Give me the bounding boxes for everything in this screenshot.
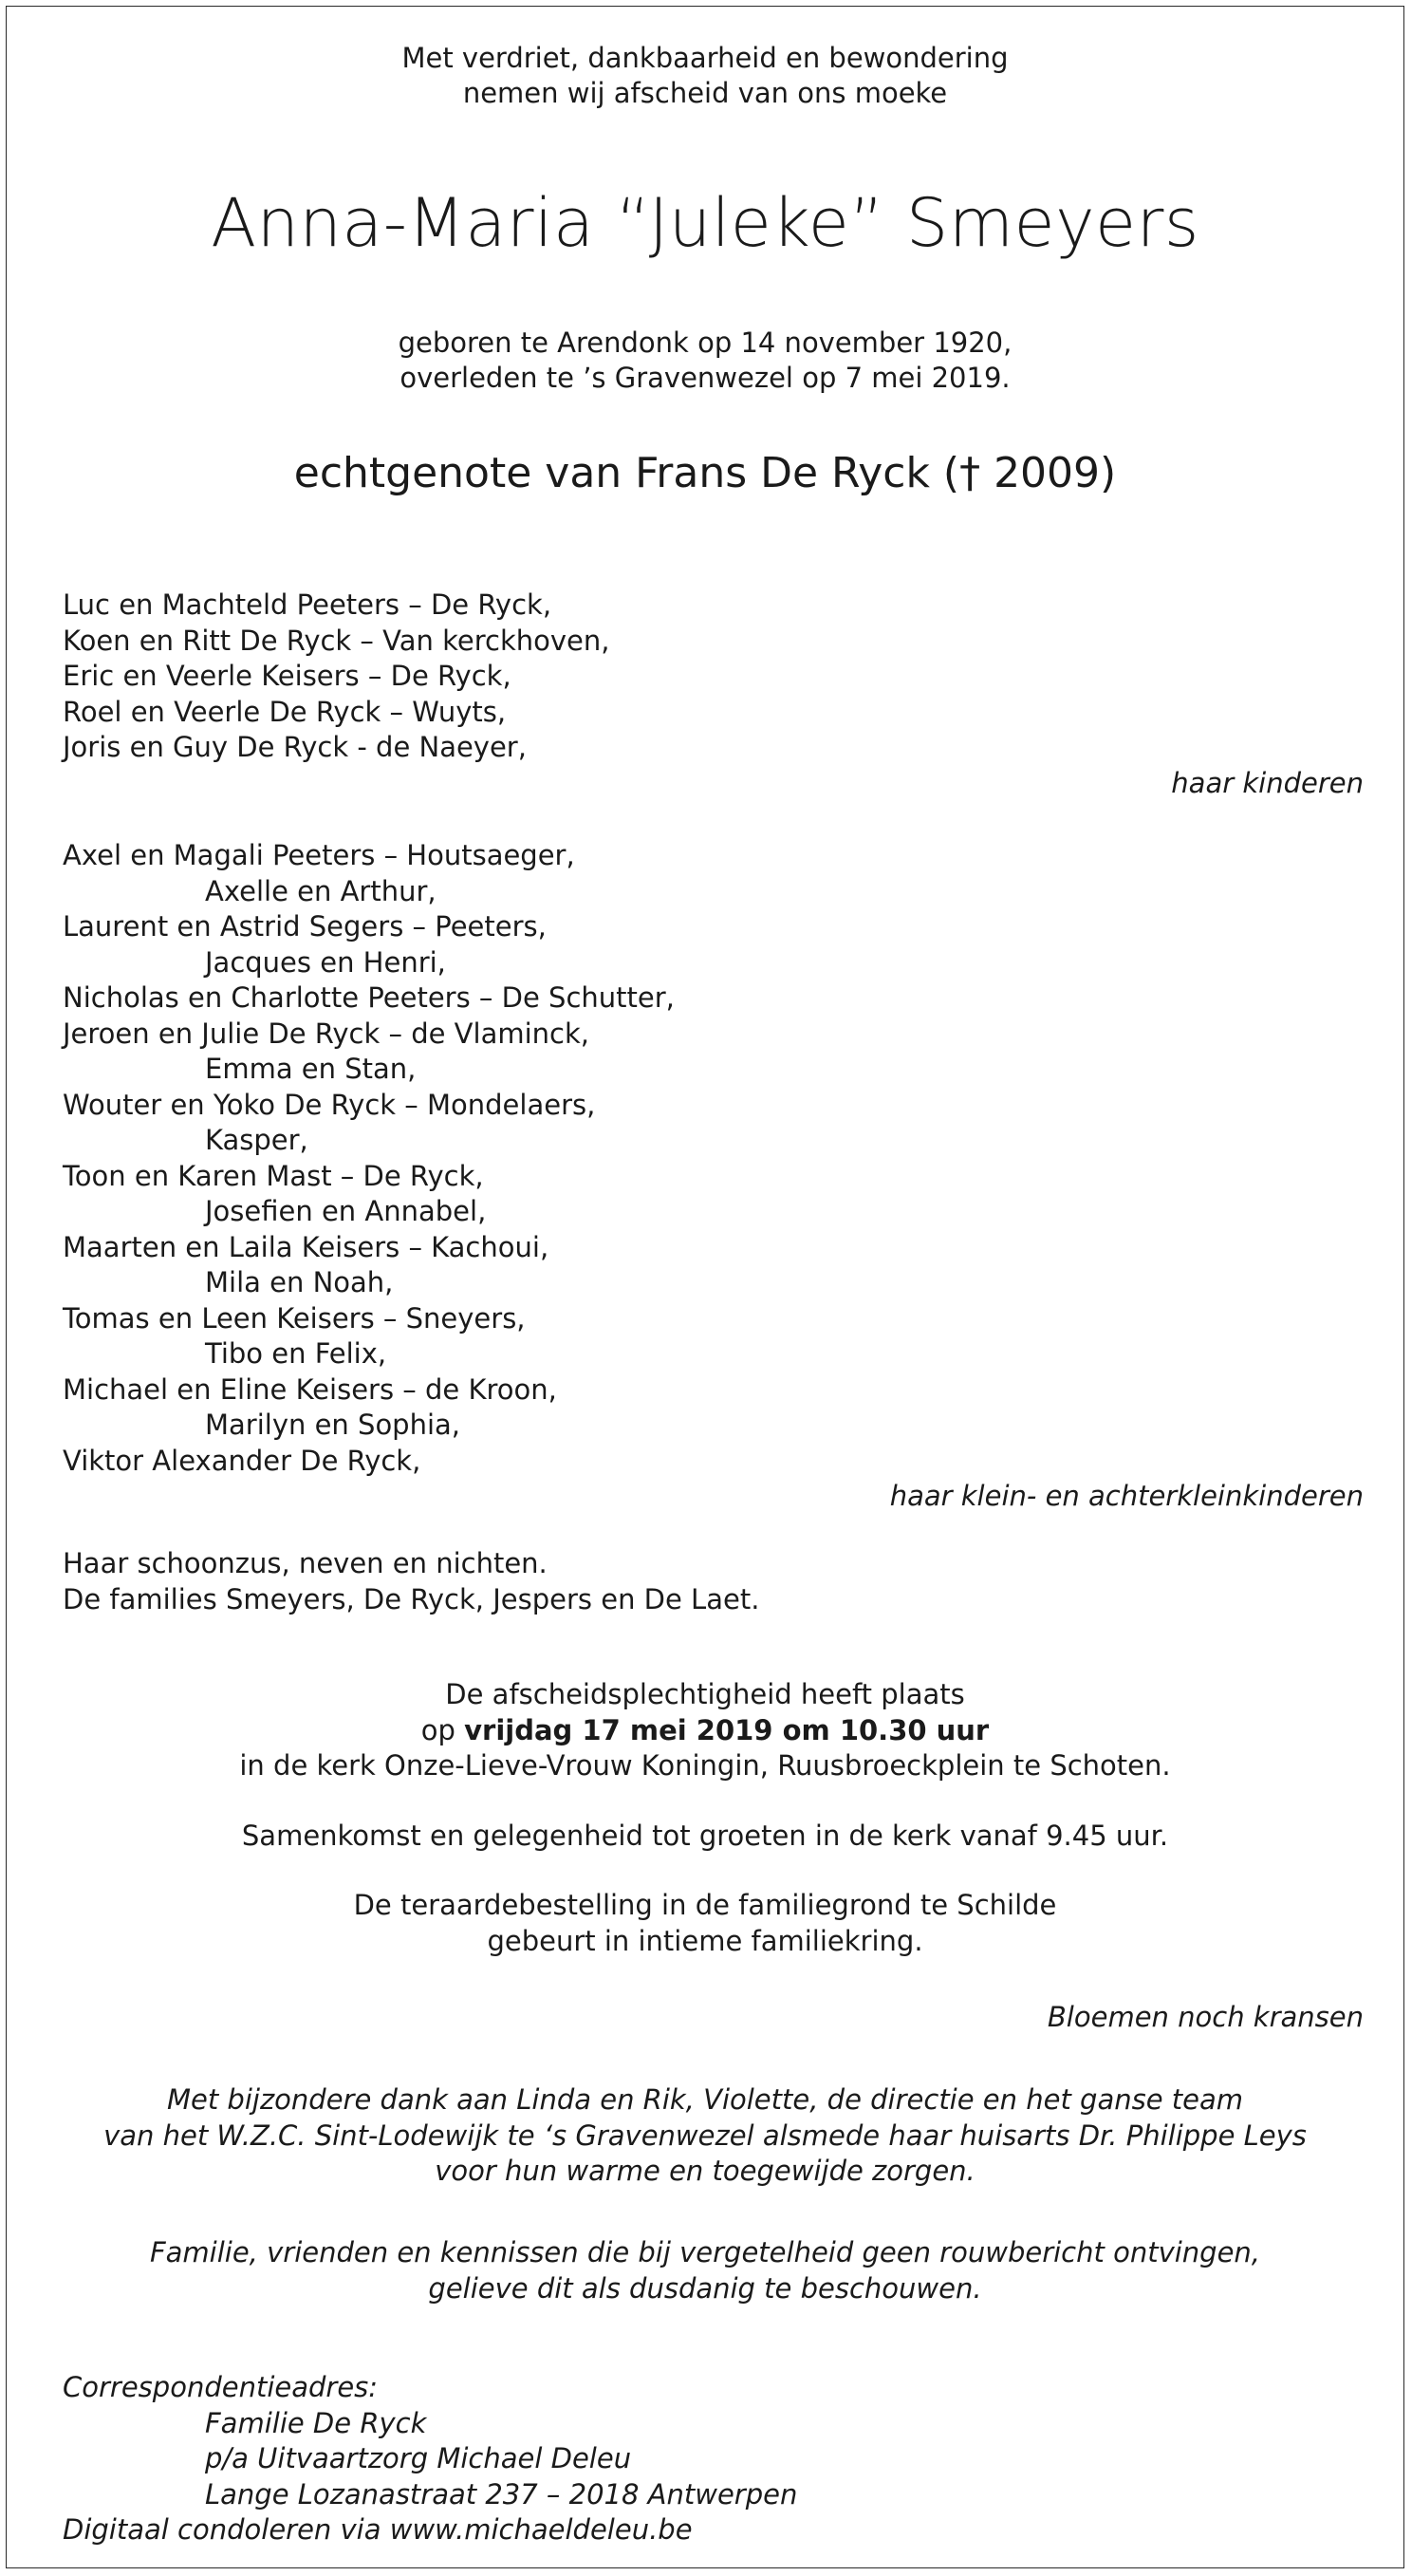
service-location: in de kerk Onze-Lieve-Vrouw Koningin, Ruusbroeckplein te Schoten. <box>239 1749 1171 1782</box>
list-item: Joris en Guy De Ryck - de Naeyer, <box>63 731 527 763</box>
condolence-link[interactable]: Digitaal condoleren via www.michaeldeleu.be <box>63 2513 693 2546</box>
spouse-line: echtgenote van Frans De Ryck († 2009) <box>293 449 1117 497</box>
thanks-line: Met bijzondere dank aan Linda en Rik, Violette, de directie en het ganse team <box>166 2083 1244 2116</box>
list-item: Toon en Karen Mast – De Ryck, <box>63 1159 484 1192</box>
list-item: De families Smeyers, De Ryck, Jespers en De Laet. <box>63 1582 760 1615</box>
thanks-line: van het W.Z.C. Sint-Lodewijk te ‘s Gravenwezel alsmede haar huisarts Dr. Philippe Leys <box>103 2119 1307 2152</box>
correspondence-label: Correspondentieadres: <box>63 2371 379 2403</box>
list-item-children: Axelle en Arthur, <box>205 874 437 907</box>
list-item: Roel en Veerle De Ryck – Wuyts, <box>63 695 507 728</box>
extended-family <box>63 1546 1363 1617</box>
list-item: Viktor Alexander De Ryck, <box>63 1444 421 1477</box>
list-item: Wouter en Yoko De Ryck – Mondelaers, <box>63 1088 596 1121</box>
death-line: overleden te ’s Gravenwezel op 7 mei 2019. <box>399 362 1011 394</box>
list-item-children: Josefien en Annabel, <box>205 1195 487 1227</box>
list-item: Luc en Machteld Peeters – De Ryck, <box>63 588 552 621</box>
service-date-prefix: op <box>420 1713 465 1746</box>
deceased-name: Anna-Maria “Juleke” Smeyers <box>211 184 1199 262</box>
list-item-children: Emma en Stan, <box>205 1053 417 1085</box>
list-item-children: Jacques en Henri, <box>205 945 446 979</box>
obituary-frame <box>6 6 1404 2568</box>
intro-line: Met verdriet, dankbaarheid en bewondering <box>401 42 1009 74</box>
grandchildren-role: haar klein- en achterkleinkinderen <box>889 1480 1364 1512</box>
list-item: Tomas en Leen Keisers – Sneyers, <box>63 1301 526 1335</box>
service-date: vrijdag 17 mei 2019 om 10.30 uur <box>464 1713 990 1746</box>
notice-line: gelieve dit als dusdanig te beschouwen. <box>428 2271 982 2305</box>
list-item: Laurent en Astrid Segers – Peeters, <box>63 910 547 943</box>
list-item: Michael en Eline Keisers – de Kroon, <box>63 1372 557 1406</box>
burial-line: De teraardebestelling in de familiegrond te Schilde <box>353 1889 1057 1921</box>
thanks-note <box>7 2082 1403 2190</box>
correspondence-address <box>63 2370 1363 2548</box>
children-list <box>63 588 1363 766</box>
list-item: Haar schoonzus, neven en nichten. <box>63 1547 548 1579</box>
flowers-note: Bloemen noch kransen <box>1047 2001 1364 2033</box>
children-role: haar kinderen <box>1171 767 1364 799</box>
birth-line: geboren te Arendonk op 14 november 1920, <box>398 327 1013 359</box>
notice-line: Familie, vrienden en kennissen die bij vergetelheid geen rouwbericht ontvingen, <box>149 2236 1261 2268</box>
intro-line: nemen wij afscheid van ons moeke <box>462 77 948 109</box>
burial-line: gebeurt in intieme familiekring. <box>487 1924 923 1957</box>
life-dates <box>7 326 1403 396</box>
list-item-children: Kasper, <box>205 1124 308 1156</box>
list-item: Axel en Magali Peeters – Houtsaeger, <box>63 839 575 871</box>
grandchildren-list <box>63 838 1363 1479</box>
service-line: De afscheidsplechtigheid heeft plaats <box>445 1678 965 1710</box>
intro <box>7 41 1403 111</box>
list-item: Nicholas en Charlotte Peeters – De Schutter, <box>63 981 675 1014</box>
correspondence-care-of: p/a Uitvaartzorg Michael Deleu <box>205 2442 632 2474</box>
list-item: Eric en Veerle Keisers – De Ryck, <box>63 660 511 692</box>
service-date-line <box>7 1713 1403 1749</box>
correspondence-street: Lange Lozanastraat 237 – 2018 Antwerpen <box>205 2477 798 2511</box>
service-details <box>7 1677 1403 1959</box>
list-item-children: Tibo en Felix, <box>205 1337 387 1370</box>
correspondence-name: Familie De Ryck <box>205 2406 427 2439</box>
list-item-children: Mila en Noah, <box>205 1266 394 1298</box>
thanks-line: voor hun warme en toegewijde zorgen. <box>435 2155 975 2187</box>
notice <box>7 2235 1403 2306</box>
list-item: Maarten en Laila Keisers – Kachoui, <box>63 1230 549 1263</box>
list-item: Koen en Ritt De Ryck – Van kerckhoven, <box>63 624 610 657</box>
list-item-children: Marilyn en Sophia, <box>205 1409 461 1441</box>
list-item: Jeroen en Julie De Ryck – de Vlaminck, <box>63 1017 589 1050</box>
gathering-line: Samenkomst en gelegenheid tot groeten in de kerk vanaf 9.45 uur. <box>241 1819 1169 1852</box>
